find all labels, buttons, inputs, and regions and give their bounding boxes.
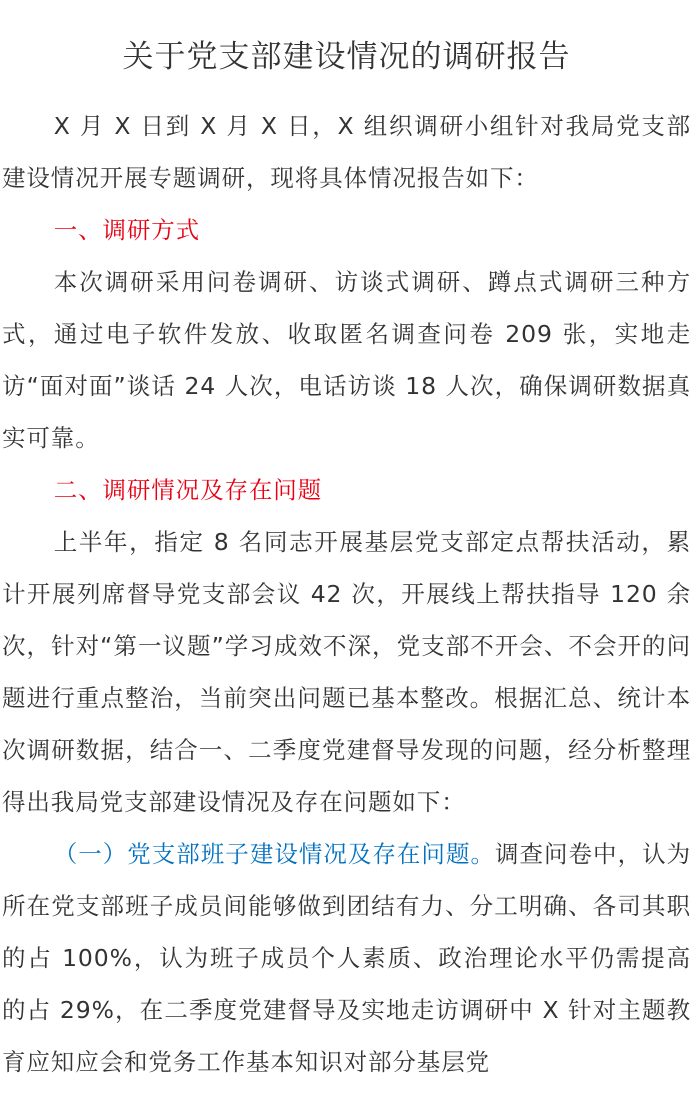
branch-leadership-text: 调查问卷中，认为所在党支部班子成员间能够做到团结有力、分工明确、各司其职的占 100%，认为班子成员个人素质、政治理论水平仍需提高的占 29%，在二季度党建督导及实地走访调研中 X 针对主题教育应知应会和党务工作基本知识对部分基层党 [2, 840, 691, 1076]
section-heading-research-method: 一、调研方式 [53, 216, 201, 244]
research-method-paragraph: 本次调研采用问卷调研、访谈式调研、蹲点式调研三种方式，通过电子软件发放、收取匿名调查问卷 209 张，实地走访“面对面”谈话 24 人次，电话访谈 18 人次，确保调研数据真实可靠。 [2, 268, 691, 452]
intro-paragraph: X 月 X 日到 X 月 X 日，X 组织调研小组针对我局党支部建设情况开展专题调研，现将具体情况报告如下： [2, 112, 691, 192]
document-body [2, 100, 691, 1088]
section-heading-research-findings: 二、调研情况及存在问题 [53, 476, 323, 504]
subsection-heading-branch-leadership: （一）党支部班子建设情况及存在问题。 [53, 840, 495, 868]
research-findings-paragraph: 上半年，指定 8 名同志开展基层党支部定点帮扶活动，累计开展列席督导党支部会议 42 次，开展线上帮扶指导 120 余次，针对“第一议题”学习成效不深，党支部不开会、不会开的问题进行重点整治，当前突出问题已基本整改。根据汇总、统计本次调研数据，结合一、二季度党建督导发现的问题，经分析整理得出我局党支部建设情况及存在问题如下： [2, 528, 691, 816]
branch-leadership-paragraph [2, 828, 691, 1088]
document-title: 关于党支部建设情况的调研报告 [122, 39, 571, 75]
